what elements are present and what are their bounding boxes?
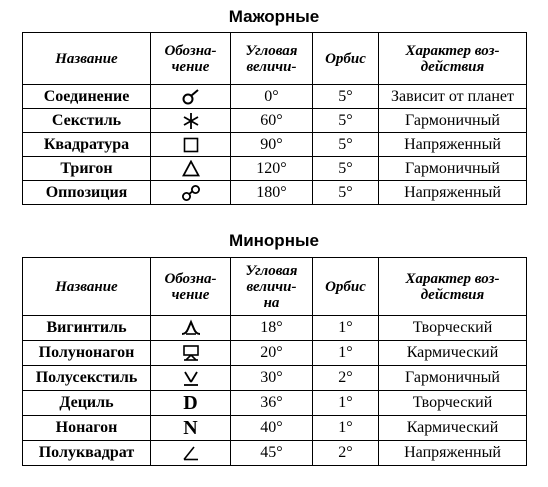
aspect-nature: Гармоничный [379, 109, 527, 133]
aspect-symbol-cell [151, 109, 231, 133]
header-orb: Орбис [313, 33, 379, 85]
aspect-angle: 30° [231, 366, 313, 391]
aspect-symbol-cell [151, 391, 231, 416]
aspect-angle: 180° [231, 181, 313, 205]
aspect-symbol-cell [151, 366, 231, 391]
aspect-name: Оппозиция [23, 181, 151, 205]
major-aspects-title: Мажорные [228, 7, 320, 26]
aspect-symbol-cell [151, 133, 231, 157]
aspect-orb: 1° [313, 416, 379, 441]
aspect-angle: 120° [231, 157, 313, 181]
aspect-name: Квадратура [23, 133, 151, 157]
aspect-orb: 2° [313, 441, 379, 466]
aspect-nature: Творческий [379, 391, 527, 416]
aspect-angle: 60° [231, 109, 313, 133]
aspect-name: Секстиль [23, 109, 151, 133]
aspect-angle: 0° [231, 85, 313, 109]
aspect-nature: Кармический [379, 416, 527, 441]
aspect-angle: 90° [231, 133, 313, 157]
aspect-name: Полусекстиль [23, 366, 151, 391]
semi-square-icon [182, 444, 200, 462]
aspect-angle: 45° [231, 441, 313, 466]
aspect-orb: 1° [313, 391, 379, 416]
aspect-symbol-cell [151, 85, 231, 109]
header-row [23, 33, 527, 85]
minor-aspects-table [22, 257, 527, 466]
semi-sextile-icon [182, 369, 200, 387]
aspect-angle: 40° [231, 416, 313, 441]
aspect-symbol-cell [151, 157, 231, 181]
aspect-orb: 5° [313, 133, 379, 157]
header-angle: Угловая величи- на [231, 258, 313, 316]
table-row [23, 85, 527, 109]
header-angle: Угловая величи- [231, 33, 313, 85]
aspect-symbol-cell [151, 441, 231, 466]
header-name: Название [23, 258, 151, 316]
aspect-name: Тригон [23, 157, 151, 181]
aspect-angle: 18° [231, 316, 313, 341]
aspect-nature: Напряженный [379, 441, 527, 466]
aspect-nature: Творческий [379, 316, 527, 341]
aspect-name: Соединение [23, 85, 151, 109]
aspect-nature: Кармический [379, 341, 527, 366]
aspect-name: Дециль [23, 391, 151, 416]
aspect-angle: 36° [231, 391, 313, 416]
aspect-symbol-cell [151, 416, 231, 441]
header-row [23, 258, 527, 316]
header-orb: Орбис [313, 258, 379, 316]
aspect-symbol-cell [151, 181, 231, 205]
opposition-icon [181, 184, 201, 202]
trine-icon [182, 160, 200, 177]
aspect-name: Вигинтиль [23, 316, 151, 341]
table-row [23, 416, 527, 441]
header-symbol: Обозна- чение [151, 258, 231, 316]
table-row [23, 316, 527, 341]
aspect-nature: Напряженный [379, 181, 527, 205]
vigintile-icon [180, 319, 202, 337]
aspect-orb: 1° [313, 316, 379, 341]
aspect-orb: 5° [313, 157, 379, 181]
header-symbol: Обозна- чение [151, 33, 231, 85]
table-row [23, 391, 527, 416]
header-name: Название [23, 33, 151, 85]
header-nature: Характер воз- действия [379, 33, 527, 85]
table-row [23, 157, 527, 181]
table-row [23, 441, 527, 466]
aspect-angle: 20° [231, 341, 313, 366]
square-icon [183, 137, 199, 153]
aspect-name: Полунонагон [23, 341, 151, 366]
aspect-nature: Зависит от планет [379, 85, 527, 109]
aspect-nature: Напряженный [379, 133, 527, 157]
table-row [23, 341, 527, 366]
minor-aspects-title: Минорные [229, 231, 319, 250]
aspect-symbol-cell [151, 316, 231, 341]
table-row [23, 109, 527, 133]
conjunction-icon [181, 88, 201, 106]
novile-icon: N [183, 417, 198, 439]
aspect-orb: 2° [313, 366, 379, 391]
sextile-icon [182, 112, 200, 130]
aspect-name: Полуквадрат [23, 441, 151, 466]
table-row [23, 366, 527, 391]
header-nature: Характер воз- действия [379, 258, 527, 316]
aspect-orb: 5° [313, 181, 379, 205]
aspect-symbol-cell [151, 341, 231, 366]
decile-icon: D [183, 392, 198, 414]
aspect-orb: 1° [313, 341, 379, 366]
table-row [23, 133, 527, 157]
semi-novile-icon [181, 344, 201, 362]
aspect-nature: Гармоничный [379, 157, 527, 181]
aspect-name: Нонагон [23, 416, 151, 441]
table-row [23, 181, 527, 205]
aspect-nature: Гармоничный [379, 366, 527, 391]
major-aspects-table [22, 32, 527, 205]
aspect-orb: 5° [313, 109, 379, 133]
aspect-orb: 5° [313, 85, 379, 109]
